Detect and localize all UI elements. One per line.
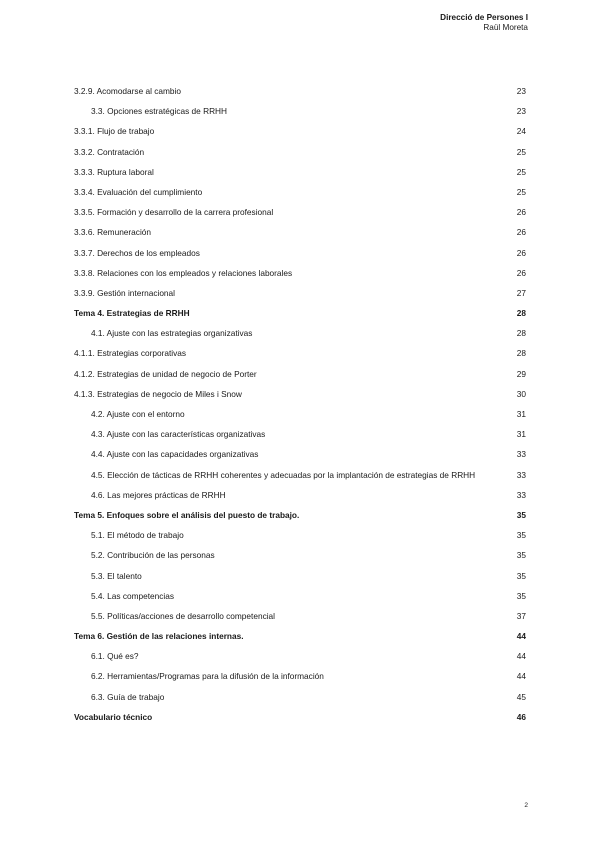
toc-entry[interactable] — [74, 346, 526, 366]
toc-entry[interactable] — [74, 609, 526, 629]
toc-entry-label: 5.1. El método de trabajo — [91, 530, 184, 541]
toc-entry[interactable] — [74, 589, 526, 609]
toc-entry-label: 5.4. Las competencias — [91, 590, 175, 601]
toc-entry[interactable] — [74, 690, 526, 710]
toc-entry-label: Tema 4. Estrategias de RRHH — [74, 308, 190, 319]
toc-entry-label: 4.1.1. Estrategias corporativas — [74, 348, 187, 359]
toc-entry-label: 3.3. Opciones estratégicas de RRHH — [91, 106, 228, 117]
toc-entry-page: 35 — [516, 550, 526, 561]
toc-entry-page: 26 — [516, 247, 526, 258]
toc-entry-label: 6.3. Guía de trabajo — [91, 691, 165, 702]
toc-entry-label: 3.3.8. Relaciones con los empleados y relaciones laborales — [74, 267, 293, 278]
page-header — [440, 13, 528, 33]
toc-entry-label: 5.2. Contribución de las personas — [91, 550, 215, 561]
toc-entry[interactable] — [74, 145, 526, 165]
toc-entry[interactable] — [74, 528, 526, 548]
toc-entry-label: 4.1. Ajuste con las estrategias organizativas — [91, 328, 253, 339]
toc-entry-label: 3.3.6. Remuneración — [74, 227, 152, 238]
toc-entry-label: 6.2. Herramientas/Programas para la difusión de la información — [91, 671, 324, 682]
toc-entry[interactable] — [74, 649, 526, 669]
toc-entry[interactable] — [74, 266, 526, 286]
toc-entry-page: 44 — [516, 651, 526, 662]
toc-entry-label: Tema 6. Gestión de las relaciones internas. — [74, 631, 244, 642]
toc-entry-label: 4.2. Ajuste con el entorno — [91, 409, 185, 419]
toc-entry[interactable] — [74, 124, 526, 144]
toc-entry-label: 3.3.9. Gestión internacional — [74, 287, 176, 298]
toc-entry[interactable] — [74, 387, 526, 407]
toc-entry[interactable] — [74, 629, 526, 649]
toc-entry[interactable] — [74, 710, 526, 730]
toc-entry-page: 35 — [516, 570, 526, 581]
toc-entry-label: 3.3.1. Flujo de trabajo — [74, 126, 155, 137]
document-title: Direcció de Persones I — [440, 13, 528, 22]
toc-entry-label: 3.3.5. Formación y desarrollo de la carrera profesional — [74, 207, 274, 218]
toc-entry[interactable] — [74, 508, 526, 528]
toc-entry-page: 23 — [516, 86, 526, 96]
toc-entry[interactable] — [74, 306, 526, 326]
toc-entry-page: 33 — [516, 469, 526, 480]
toc-entry[interactable] — [74, 205, 526, 225]
toc-entry-label: 4.1.3. Estrategias de negocio de Miles i Snow — [74, 388, 242, 399]
table-of-contents — [74, 84, 526, 730]
toc-entry[interactable] — [74, 367, 526, 387]
toc-entry-page: 25 — [516, 166, 526, 177]
toc-entry-label: 4.1.2. Estrategias de unidad de negocio de Porter — [74, 368, 257, 379]
toc-entry-label: 5.3. El talento — [91, 570, 142, 581]
toc-entry-page: 44 — [516, 631, 526, 642]
toc-entry-page: 25 — [516, 186, 526, 197]
toc-entry-page: 24 — [516, 126, 526, 137]
toc-entry-label: 4.5. Elección de tácticas de RRHH coherentes y adecuadas por la implantación de estrategias de RRHH — [91, 469, 476, 480]
toc-entry-label: 3.2.9. Acomodarse al cambio — [74, 86, 181, 96]
toc-entry[interactable] — [74, 286, 526, 306]
toc-entry[interactable] — [74, 488, 526, 508]
toc-entry-page: 26 — [516, 267, 526, 278]
toc-entry-page: 31 — [516, 409, 526, 419]
toc-entry-page: 30 — [516, 388, 526, 399]
page-number: 2 — [524, 802, 528, 809]
toc-entry[interactable] — [74, 84, 526, 104]
toc-entry-label: 3.3.2. Contratación — [74, 146, 145, 157]
toc-entry-label: Vocabulario técnico — [74, 711, 153, 722]
toc-entry[interactable] — [74, 326, 526, 346]
document-author: Raül Moreta — [483, 23, 528, 32]
toc-entry-page: 28 — [516, 328, 526, 339]
toc-entry-page: 45 — [516, 691, 526, 702]
toc-entry-page: 29 — [516, 368, 526, 379]
toc-entry[interactable] — [74, 548, 526, 568]
toc-entry-page: 27 — [516, 287, 526, 298]
toc-entry-page: 44 — [516, 671, 526, 682]
toc-entry-label: 3.3.3. Ruptura laboral — [74, 166, 154, 177]
toc-entry-page: 33 — [516, 489, 526, 500]
toc-entry-label: 4.3. Ajuste con las características organizativas — [91, 429, 266, 440]
toc-entry-page: 35 — [516, 590, 526, 601]
toc-entry[interactable] — [74, 104, 526, 124]
toc-entry[interactable] — [74, 407, 526, 427]
toc-entry[interactable] — [74, 165, 526, 185]
toc-entry-label: 3.3.4. Evaluación del cumplimiento — [74, 186, 203, 197]
toc-entry-label: 4.6. Las mejores prácticas de RRHH — [91, 489, 226, 500]
toc-entry-page: 33 — [516, 449, 526, 460]
toc-entry-page: 25 — [516, 146, 526, 157]
toc-entry-page: 26 — [516, 207, 526, 218]
toc-entry-page: 26 — [516, 227, 526, 238]
toc-entry-label: Tema 5. Enfoques sobre el análisis del puesto de trabajo. — [74, 509, 300, 520]
toc-entry-page: 28 — [516, 348, 526, 359]
toc-entry-page: 46 — [516, 711, 526, 722]
toc-entry[interactable] — [74, 468, 526, 488]
toc-entry-label: 6.1. Qué es? — [91, 651, 139, 662]
toc-entry-page: 35 — [516, 530, 526, 541]
toc-entry-page: 31 — [516, 429, 526, 440]
toc-entry[interactable] — [74, 225, 526, 245]
toc-entry-page: 28 — [516, 308, 526, 319]
toc-entry-page: 23 — [516, 106, 526, 117]
toc-entry-label: 5.5. Políticas/acciones de desarrollo competencial — [91, 610, 276, 621]
toc-entry[interactable] — [74, 185, 526, 205]
toc-entry-page: 35 — [516, 509, 526, 520]
toc-entry-page: 37 — [516, 610, 526, 621]
toc-entry-label: 3.3.7. Derechos de los empleados — [74, 247, 200, 258]
toc-entry[interactable] — [74, 246, 526, 266]
toc-entry[interactable] — [74, 669, 526, 689]
toc-entry[interactable] — [74, 569, 526, 589]
toc-entry-label: 4.4. Ajuste con las capacidades organizativas — [91, 449, 259, 460]
toc-entry[interactable] — [74, 427, 526, 447]
toc-entry[interactable] — [74, 447, 526, 467]
